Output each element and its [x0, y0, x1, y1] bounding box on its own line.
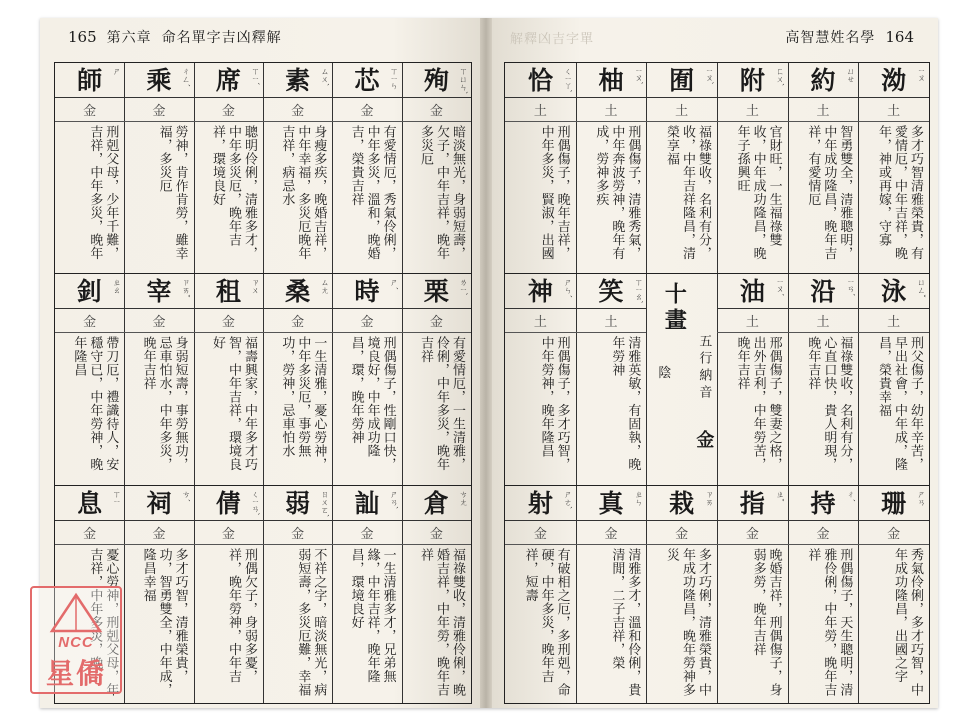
character-header — [788, 63, 859, 98]
five-element-label: 金 — [332, 97, 401, 122]
character-entry — [332, 274, 402, 485]
zhuyin-reading: ㄗㄨ — [250, 278, 260, 294]
character-description: 聰明伶俐，清雅多才，中年多災厄，晚年吉祥，環境良好 — [209, 125, 257, 260]
table-row — [55, 274, 471, 486]
character-glyph: 弱 — [285, 488, 311, 518]
page-number-right: 164 — [885, 28, 914, 46]
right-page — [492, 18, 938, 708]
five-element-label: 金 — [402, 520, 471, 545]
book-gutter — [480, 18, 492, 708]
character-description: 身瘦多疾，晚婚吉祥，中年幸福，多災厄晚年吉祥，病忌水 — [279, 125, 327, 260]
stamp-ncc-text: NCC — [58, 634, 94, 651]
five-element-label: 土 — [717, 308, 788, 333]
character-description: 刑偶傷子，天生聰明，清雅伶俐，中年勞，晚年吉祥 — [805, 548, 853, 697]
five-element-label: 金 — [263, 308, 332, 333]
zhuyin-reading: ㄗㄞ — [704, 490, 714, 506]
five-element-label: 土 — [717, 97, 788, 122]
zhuyin-reading: ㄑㄧㄢˋ — [250, 490, 260, 517]
zhuyin-reading: ㄧㄡˋ — [634, 67, 644, 86]
character-entry — [858, 486, 929, 703]
character-header — [717, 63, 788, 98]
character-description: 清雅英敏，有固執，晚年勞神 — [609, 336, 641, 471]
character-header — [332, 63, 401, 98]
character-description: 多才巧智清雅榮貴，有愛情厄，中年吉祥，晚年，神或再嫁，守寡 — [875, 125, 923, 260]
five-element-label: 金 — [858, 520, 929, 545]
character-description: 福壽興家，中年多才巧智，中年吉祥，環境良好 — [209, 336, 257, 471]
zhuyin-reading: ㄌㄧˋ — [458, 278, 468, 297]
character-entry — [788, 63, 860, 273]
zhuyin-reading: ㄕㄢˋ — [389, 490, 399, 510]
character-entry — [646, 486, 718, 703]
five-element-label: 金 — [124, 97, 193, 122]
five-element-label: 金 — [646, 520, 717, 545]
character-glyph: 栗 — [423, 276, 449, 306]
character-glyph: 真 — [598, 488, 624, 518]
character-header — [717, 274, 788, 309]
stamp-name-text: 星僑 — [45, 657, 106, 690]
character-description: 有愛情厄，秀氣伶俐，中年多災，溫和，晚婚吉，榮貴吉祥 — [348, 125, 396, 260]
character-glyph: 恰 — [527, 65, 553, 95]
character-entry — [263, 486, 333, 703]
character-description: 刑偶傷子，晚年吉祥，中年多災，賢淑，出國 — [538, 125, 570, 260]
character-glyph: 珊 — [881, 488, 907, 518]
character-description: 清雅多才，溫和伶俐，貴清閒，二子吉祥，榮 — [609, 548, 641, 697]
character-header — [576, 63, 647, 98]
character-glyph: 倩 — [215, 488, 241, 518]
character-description: 刑父傷子，幼年辛苦，早出社會，中年成，隆昌，榮貴幸福 — [875, 336, 923, 471]
zhuyin-reading: ㄙㄤ — [320, 278, 330, 294]
character-description: 刑偶傷子，性剛口快，境良好，中年成功隆昌，環，晚年勞神 — [348, 336, 396, 471]
character-header — [402, 486, 471, 521]
five-element-label: 土 — [505, 308, 576, 333]
five-element-label: 金 — [194, 308, 263, 333]
five-element-label: 土 — [858, 97, 929, 122]
character-header — [858, 274, 929, 309]
character-header — [646, 486, 717, 521]
character-header — [576, 274, 647, 309]
open-book — [40, 18, 938, 708]
character-description: 帶刀厄，禮識待人，安穩守已，中年勞神，晚年隆昌 — [71, 336, 119, 471]
character-entry — [576, 63, 648, 273]
character-glyph: 租 — [215, 276, 241, 306]
character-description: 暗淡無光，身弱短壽，欠子，中年吉祥，晚年多災厄 — [417, 125, 465, 260]
character-glyph: 釗 — [77, 276, 103, 306]
section-title: 十畫 — [661, 282, 688, 334]
character-header — [505, 274, 576, 309]
character-entry — [194, 486, 264, 703]
character-header — [402, 63, 471, 98]
character-glyph: 柚 — [598, 65, 624, 95]
section-yin: 陰 — [658, 366, 672, 381]
character-description: 智勇雙全，清雅聰明，中年成功隆昌，晚年吉祥，有愛情厄 — [805, 125, 853, 260]
zhuyin-reading: ㄗㄞˇ — [181, 278, 191, 298]
character-description: 福祿雙收，名利有分，收，中年吉祥隆昌，清榮享福 — [663, 125, 711, 260]
character-header — [505, 486, 576, 521]
zhuyin-reading: ㄕㄣˊ — [563, 278, 573, 298]
zhuyin-reading: ㄒㄧˊ — [250, 67, 260, 86]
character-header — [646, 63, 717, 98]
character-entry — [858, 274, 929, 485]
character-entry — [505, 486, 577, 703]
character-glyph: 素 — [285, 65, 311, 95]
five-element-label: 金 — [505, 520, 576, 545]
five-element-label: 土 — [505, 97, 576, 122]
character-description: 邢偶傷子，雙妻之格，出外吉利，中年勞苦，晚年吉祥 — [734, 336, 782, 471]
character-entry — [55, 63, 125, 273]
section-subtitle: 五行納音 — [696, 334, 712, 402]
character-header — [194, 274, 263, 309]
zhuyin-reading: ㄒㄧ — [112, 490, 122, 505]
zhuyin-reading: ㄓㄠ — [112, 278, 122, 294]
character-header — [124, 486, 193, 521]
zhuyin-reading: ㄔㄥˊ — [181, 67, 191, 87]
character-entry — [505, 274, 577, 485]
character-entry — [402, 63, 471, 273]
character-glyph: 宰 — [146, 276, 172, 306]
character-glyph: 附 — [739, 65, 765, 95]
character-header — [55, 486, 124, 521]
character-description: 秀氣伶俐，多才巧智，中年成功隆昌，出國之字 — [891, 548, 923, 697]
character-glyph: 囿 — [669, 65, 695, 95]
character-glyph: 射 — [527, 488, 553, 518]
character-glyph: 約 — [810, 65, 836, 95]
character-header — [124, 274, 193, 309]
character-description: 晚婚吉祥，刑偶傷子，身弱多勞，晚年吉祥 — [750, 548, 782, 697]
zhuyin-reading: ㄒㄩㄣˋ — [458, 67, 468, 95]
chapter-title: 命名單字吉凶釋解 — [161, 30, 282, 46]
character-entry — [402, 486, 471, 703]
five-element-label: 金 — [332, 520, 401, 545]
character-header — [402, 274, 471, 309]
table-row — [505, 63, 929, 274]
character-entry — [332, 486, 402, 703]
character-entry — [402, 274, 471, 485]
five-element-label: 金 — [263, 97, 332, 122]
character-entry — [263, 274, 333, 485]
character-description: 刑偶傷子，多才巧智，中年勞神，晚年隆昌 — [538, 336, 570, 471]
zhuyin-reading: ㄕˊ — [389, 278, 399, 290]
zhuyin-reading: ㄒㄧㄠˋ — [634, 278, 644, 305]
character-entry — [788, 486, 860, 703]
zhuyin-reading: ㄕㄜˋ — [563, 490, 573, 510]
zhuyin-reading: ㄘㄤ — [458, 490, 468, 506]
character-glyph: 席 — [215, 65, 241, 95]
five-element-label: 金 — [55, 308, 124, 333]
five-element-label: 金 — [194, 520, 263, 545]
five-element-label: 金 — [194, 97, 263, 122]
table-row — [55, 63, 471, 274]
character-glyph: 祠 — [146, 488, 172, 518]
character-header — [55, 274, 124, 309]
character-header — [788, 486, 859, 521]
character-entry — [263, 63, 333, 273]
chapter-label: 第六章 — [106, 30, 152, 46]
zhuyin-reading: ㄩㄥˇ — [916, 278, 926, 298]
zhuyin-reading: ㄑㄧㄚˋ — [563, 67, 573, 94]
five-element-label: 土 — [788, 308, 859, 333]
character-glyph: 時 — [354, 276, 380, 306]
five-element-label: 土 — [576, 97, 647, 122]
character-header — [505, 63, 576, 98]
five-element-label: 金 — [402, 97, 471, 122]
left-page-header — [58, 26, 466, 48]
stroke-section-header — [646, 274, 718, 485]
character-glyph: 息 — [77, 488, 103, 518]
five-element-label: 土 — [858, 308, 929, 333]
character-header — [194, 63, 263, 98]
five-element-label: 金 — [263, 520, 332, 545]
character-entry — [194, 274, 264, 485]
five-element-label: 土 — [788, 97, 859, 122]
section-element: 金 — [696, 430, 715, 451]
zhuyin-reading: ㄓㄣ — [634, 490, 644, 506]
character-header — [788, 274, 859, 309]
character-description: 勞神，肯作肯勞，雖幸福，多災厄 — [156, 125, 188, 260]
character-glyph: 倉 — [423, 488, 449, 518]
character-header — [263, 486, 332, 521]
page-number-left: 165 — [68, 28, 97, 46]
character-description: 身弱短壽，事勞無功，忌車怕水，中年多災，晚年吉祥 — [140, 336, 188, 471]
character-description: 有愛情厄，一生清雅，伶俐，中年多災，晚年吉祥 — [417, 336, 465, 471]
character-glyph: 泳 — [881, 276, 907, 306]
character-header — [717, 486, 788, 521]
five-element-label: 土 — [646, 97, 717, 122]
character-entry — [124, 274, 194, 485]
five-element-label: 金 — [124, 308, 193, 333]
character-description: 不祥之字，暗淡無光，病弱短壽，多災厄難，幸福 — [295, 548, 327, 697]
zhuyin-reading: ㄩㄝ — [846, 67, 856, 83]
character-glyph: 神 — [527, 276, 553, 306]
five-element-label: 金 — [576, 520, 647, 545]
zhuyin-reading: ㄧㄡˋ — [704, 67, 714, 86]
right-character-table — [504, 62, 930, 704]
zhuyin-reading: ㄈㄨˋ — [775, 67, 785, 87]
zhuyin-reading: ㄕ — [112, 67, 122, 75]
character-description: 多才巧智，清雅榮貴，功，智勇雙全，中年成，隆昌幸福 — [140, 548, 188, 697]
zhuyin-reading: ㄓˇ — [775, 490, 785, 502]
character-description: 刑偶欠子，身弱多憂，祥，晚年勞神，中年吉 — [225, 548, 257, 683]
character-glyph: 殉 — [423, 65, 449, 95]
character-entry — [788, 274, 860, 485]
character-glyph: 芯 — [354, 65, 380, 95]
character-description: 多才巧俐，清雅榮貴，中年成功隆昌，晚年勞神多災 — [663, 548, 711, 697]
character-header — [55, 63, 124, 98]
character-entry — [717, 486, 789, 703]
zhuyin-reading: ㄘˊ — [181, 490, 191, 502]
character-entry — [717, 63, 789, 273]
character-entry — [55, 274, 125, 485]
character-description: 有破相之厄，多刑剋，命硬，中年多災，晚年吉祥，短壽 — [522, 548, 570, 697]
character-entry — [858, 63, 929, 273]
character-entry — [505, 63, 577, 273]
character-entry — [124, 486, 194, 703]
character-glyph: 指 — [739, 488, 765, 518]
triangle-logo-icon — [49, 592, 103, 634]
character-glyph: 油 — [739, 276, 765, 306]
character-glyph: 笑 — [598, 276, 624, 306]
character-header — [576, 486, 647, 521]
right-page-header — [510, 26, 924, 48]
five-element-label: 金 — [55, 520, 124, 545]
watermark-stamp — [30, 586, 122, 694]
five-element-label: 土 — [576, 308, 647, 333]
five-element-label: 金 — [402, 308, 471, 333]
zhuyin-reading: ㄔˊ — [846, 490, 856, 502]
character-entry — [717, 274, 789, 485]
character-glyph: 乘 — [146, 65, 172, 95]
character-header — [124, 63, 193, 98]
character-entry — [576, 274, 648, 485]
character-glyph: 泑 — [881, 65, 907, 95]
character-header — [263, 63, 332, 98]
zhuyin-reading: ㄧㄡˊ — [775, 278, 785, 297]
character-description: 刑剋父母，少年千難，吉祥，中年多災，晚年 — [87, 125, 119, 260]
character-entry — [332, 63, 402, 273]
character-entry — [576, 486, 648, 703]
character-glyph: 桑 — [285, 276, 311, 306]
character-glyph: 師 — [77, 65, 103, 95]
five-element-label: 金 — [332, 308, 401, 333]
five-element-label: 金 — [717, 520, 788, 545]
five-element-label: 金 — [124, 520, 193, 545]
character-header — [332, 486, 401, 521]
character-header — [263, 274, 332, 309]
character-description: 官財旺，一生福祿雙收，中年成功隆昌，晚年子孫興旺 — [734, 125, 782, 260]
zhuyin-reading: ㄙㄨˋ — [320, 67, 330, 87]
character-entry — [646, 63, 718, 273]
character-description: 一生清雅，憂心勞神，中年多災厄，事勞無功，勞神，忌車怕水 — [279, 336, 327, 471]
character-description: 刑偶傷子，清雅秀氣，中年奔波勞神，晚年有成，勞神多疾 — [593, 125, 641, 260]
zhuyin-reading: ㄒㄧㄣ — [389, 67, 399, 90]
table-row — [505, 274, 929, 486]
character-entry — [124, 63, 194, 273]
zhuyin-reading: ㄖㄨㄛˋ — [320, 490, 330, 518]
character-glyph: 訕 — [354, 488, 380, 518]
character-description: 憂心勞神，刑剋父母，年吉祥，中年多災，晚 — [87, 548, 119, 697]
character-description: 福祿雙收，名利有分，心直口快，貴人明現，晚年吉祥 — [805, 336, 853, 471]
character-header — [194, 486, 263, 521]
zhuyin-reading: ㄧㄡ — [916, 67, 926, 82]
five-element-label: 金 — [788, 520, 859, 545]
character-header — [858, 63, 929, 98]
character-glyph: 持 — [810, 488, 836, 518]
table-row — [505, 486, 929, 703]
five-element-label: 金 — [55, 97, 124, 122]
zhuyin-reading: ㄕㄢ — [916, 490, 926, 506]
book-title: 高智慧姓名學 — [785, 30, 876, 46]
character-glyph: 栽 — [669, 488, 695, 518]
character-description: 一生清雅多才，兄弟無緣，中年吉祥，晚年隆昌，環境良好 — [348, 548, 396, 683]
zhuyin-reading: ㄧㄢˊ — [846, 278, 856, 297]
character-header — [858, 486, 929, 521]
character-entry — [194, 63, 264, 273]
character-description: 福祿雙收，清雅伶俐，晚婚吉祥，中年勞，晚年吉祥 — [417, 548, 465, 697]
character-glyph: 沿 — [810, 276, 836, 306]
character-header — [332, 274, 401, 309]
bleed-through-text: 解釋凶吉字單 — [510, 31, 595, 47]
